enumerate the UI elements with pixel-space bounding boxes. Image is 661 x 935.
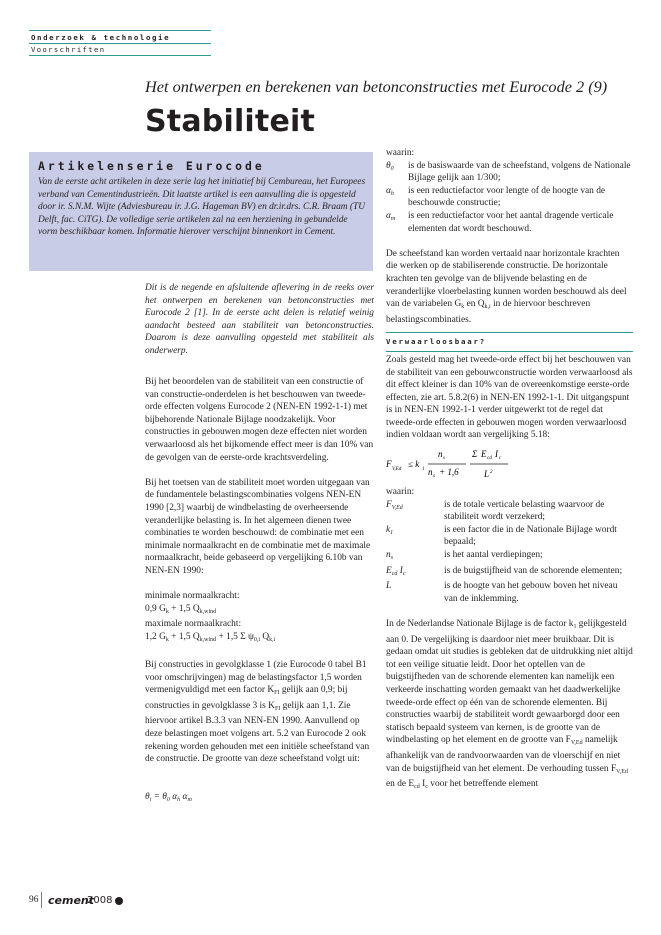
logo-icon xyxy=(115,897,123,905)
magazine-year: 2008 xyxy=(87,895,113,906)
svg-text:s: s xyxy=(443,456,445,462)
paragraph: Bij het toetsen van de stabiliteit moet worden uitgegaan van de fundamentele belastingscombinaties volgens NEN-EN 1990 [2,3] waarbij de windbelasting de overheersende veranderlijke belasting is. In het algemeen dienen twee combinaties te worden beschouwd: de combinatie met een minimale normaalkracht en de combinatie met de maximale normaalkracht, beide gebaseerd op vergelijking 6.10b van NEN-EN 1990: xyxy=(145,477,371,576)
paragraph: Bij constructies in gevolgklasse 1 (zie Eurocode 0 tabel B1 voor omschrijvingen) mag de belastingsfactor 1,5 worden vermenigvuldigd met een factor $K_{FI}$ gelijk aan 0,9; bij constructies in gevolgklasse 3 is $K_{FI}$ gelijk aan 1,1. Zie hiervoor artikel B.3.3 van NEN-EN 1990. Aanvullend op deze belastingen moet volgens art. 5.2 van Eurocode 2 ook rekening worden gehouden met een initiële scheefstand van de constructie. De grootte van deze scheefstand volgt uit: xyxy=(145,660,370,765)
magazine-name: cement xyxy=(48,894,94,907)
formula-min: 0,9 $G_k + 1,5$ $Q_{k,wind}$ xyxy=(145,603,217,615)
definition-item: $k_1$ is een factor die in de Nationale Bijlage wordt bepaald; xyxy=(386,524,617,548)
page-number: 96 xyxy=(29,895,39,905)
section-label: Onderzoek & technologie xyxy=(31,33,171,42)
header-rule-middle xyxy=(29,43,211,44)
paragraph: De scheefstand kan worden vertaald naar horizontale krachten die werken op de stabiliserende constructie. De horizontale krachten ten gevolge van de blijvende belasting en de veranderlijke vloerbelasting kunnen worden beschouwd als deel van de variabelen $G_k$ en $Q_{k,i}$ in de hiervoor beschreven belastingscombinaties. xyxy=(386,248,627,325)
intro-paragraph: Dit is de negende en afsluitende aflevering in de reeks over het ontwerpen en berekenen van betonconstructies met Eurocode 2 [1]. In de eerste acht delen is relatief weinig aandacht besteed aan stabiliteit van betonconstructies. Daarom is deze aanvulling opgesteld met stabiliteit als onderwerp. xyxy=(145,283,374,356)
svg-text:V,Ed: V,Ed xyxy=(392,467,402,473)
definition-item: $\alpha_h$ is een reductiefactor voor lengte of de hoogte van de beschouwde constructie; xyxy=(386,185,606,209)
column-left xyxy=(145,376,374,807)
definition-item: $\theta_0$ is de basiswaarde van de scheefstand, volgens de Nationale Bijlage gelijk aan 1/300; xyxy=(386,160,631,184)
svg-text:s: s xyxy=(433,474,435,480)
svg-text:c: c xyxy=(499,456,502,462)
svg-text:1: 1 xyxy=(422,467,425,473)
series-info-box xyxy=(29,152,373,271)
svg-text:F: F xyxy=(386,459,392,470)
formula-theta: $\theta_i = \theta_0$ $\alpha_h$ $\alpha_m$ xyxy=(145,792,192,803)
svg-text:cd: cd xyxy=(487,456,492,462)
waarin-label: waarin: xyxy=(386,487,415,498)
series-title: Het ontwerpen en berekenen van betonconstructies met Eurocode 2 (9) xyxy=(145,77,608,96)
formula-max: 1,2 $G_k + 1,5$ $Q_{k,wind} + 1,5$ Σ $\psi_{0,i}$ $Q_{k,i}$ xyxy=(145,631,276,643)
column-right xyxy=(386,147,633,794)
definition-item: L is de hoogte van het gebouw boven het niveau van de inklemming. xyxy=(386,581,618,604)
box-title: Artikelenserie Eurocode xyxy=(38,159,265,173)
article-title: Stabiliteit xyxy=(145,104,316,139)
footer-divider xyxy=(41,892,42,908)
definition-item: $\alpha_m$ is een reductiefactor voor het aantal dragende verticale elementen dat wordt beschouwd. xyxy=(386,210,614,234)
paragraph: Bij het beoordelen van de stabiliteit van een constructie of van constructie-onderdelen is het beschouwen van tweede-orde effecten volgens Eurocode 2 (NEN-EN 1992-1-1) met bijbehorende Nationale Bijlage noodzakelijk. Voor constructies in gebouwen mogen deze effecten niet worden verwaarloosd als het bijkomende effect meer is dan 10% van de gevolgen van de eerste-orde krachtsverdeling. xyxy=(145,377,374,463)
paragraph: Zoals gesteld mag het tweede-orde effect bij het beschouwen van de stabiliteit van een gebouwconstructie worden verwaarloosd als dit effect kleiner is dan 10% van de overeenkomstige eerste-orde effecten, zie art. 5.8.2(6) in NEN-EN 1992-1-1. Dit uitgangspunt is in NEN-EN 1992-1-1 verder uitgewerkt tot de regel dat tweede-orde effecten in gebouwen mogen worden verwaarloosd indien voldaan wordt aan vergelijking 5.18: xyxy=(386,354,633,441)
svg-text:I: I xyxy=(495,449,498,460)
definition-item: $E_{cd}$ $I_c$ is de buigstijfheid van de schorende elementen; xyxy=(386,565,623,577)
subsection-label: Voorschriften xyxy=(31,45,106,54)
box-text: Van de eerste acht artikelen in deze serie lag het initiatief bij Cembureau, het Europees verband van Cementindustrieën. Dit laatste artikel is een aanvulling die is opgesteld door ir. S.N.M. Wijte (Adviesbureau ir. J.G. Hageman BV) en dr.ir.drs. C.R. Braam (TU Delft, fac. CiTG). De volledige serie artikelen zal na een herziening in gebundelde vorm beschikbaar komen. Informatie hierover verschijnt binnenkort in Cement. xyxy=(38,177,366,238)
subhead-rule xyxy=(386,351,633,352)
equation-graphic xyxy=(386,442,516,486)
waarin-label: waarin: xyxy=(386,148,415,158)
svg-text:+ 1,6: + 1,6 xyxy=(439,467,459,478)
svg-text:L: L xyxy=(484,469,490,480)
svg-text:n: n xyxy=(428,467,433,478)
header-rule-bottom xyxy=(29,55,211,56)
svg-text:n: n xyxy=(438,449,443,460)
paragraph: In de Nederlandse Nationale Bijlage is de factor $k_1$ gelijkgesteld aan 0. De vergelijking is daardoor niet meer bruikbaar. Dit is gedaan omdat uit studies is gebleken dat de uitdrukking niet altijd tot een veilige situatie leidt. Door het optellen van de buigstijfheden van de schorende elementen kan namelijk een verkeerde inschatting worden gemaakt van het daadwerkelijke tweede-orde effect op één van de schorende elementen. Bij constructies waarbij de stabiliteit wordt gewaarborgd door een statisch bepaald systeem van kernen, is de grootte van de windbelasting op het element en de grootte van $F_{V,Ed}$ namelijk afhankelijk van de randvoorwaarden van de vloerschijf en niet van de buigstijfheid van het element. De verhouding tussen $F_{V,Ed}$ en de $E_{cd}$ $I_c$ voor het betreffende element xyxy=(386,619,633,791)
subheading: Verwaarloosbaar? xyxy=(386,337,486,347)
header-rule-top xyxy=(29,30,211,31)
svg-text:Σ: Σ xyxy=(472,449,478,460)
definition-item: $n_s$ is het aantal verdiepingen; xyxy=(386,550,543,562)
svg-text:2: 2 xyxy=(490,470,493,476)
svg-text:E: E xyxy=(481,449,487,460)
svg-text:≤ k: ≤ k xyxy=(408,459,420,470)
equation-5-18 xyxy=(386,442,633,486)
definition-item: $F_{V,Ed}$ is de totale verticale belasting waarvoor de stabiliteit wordt verzekerd; xyxy=(386,499,605,523)
formula-label: minimale normaalkracht: xyxy=(145,591,240,602)
formula-label: maximale normaalkracht: xyxy=(145,619,242,630)
